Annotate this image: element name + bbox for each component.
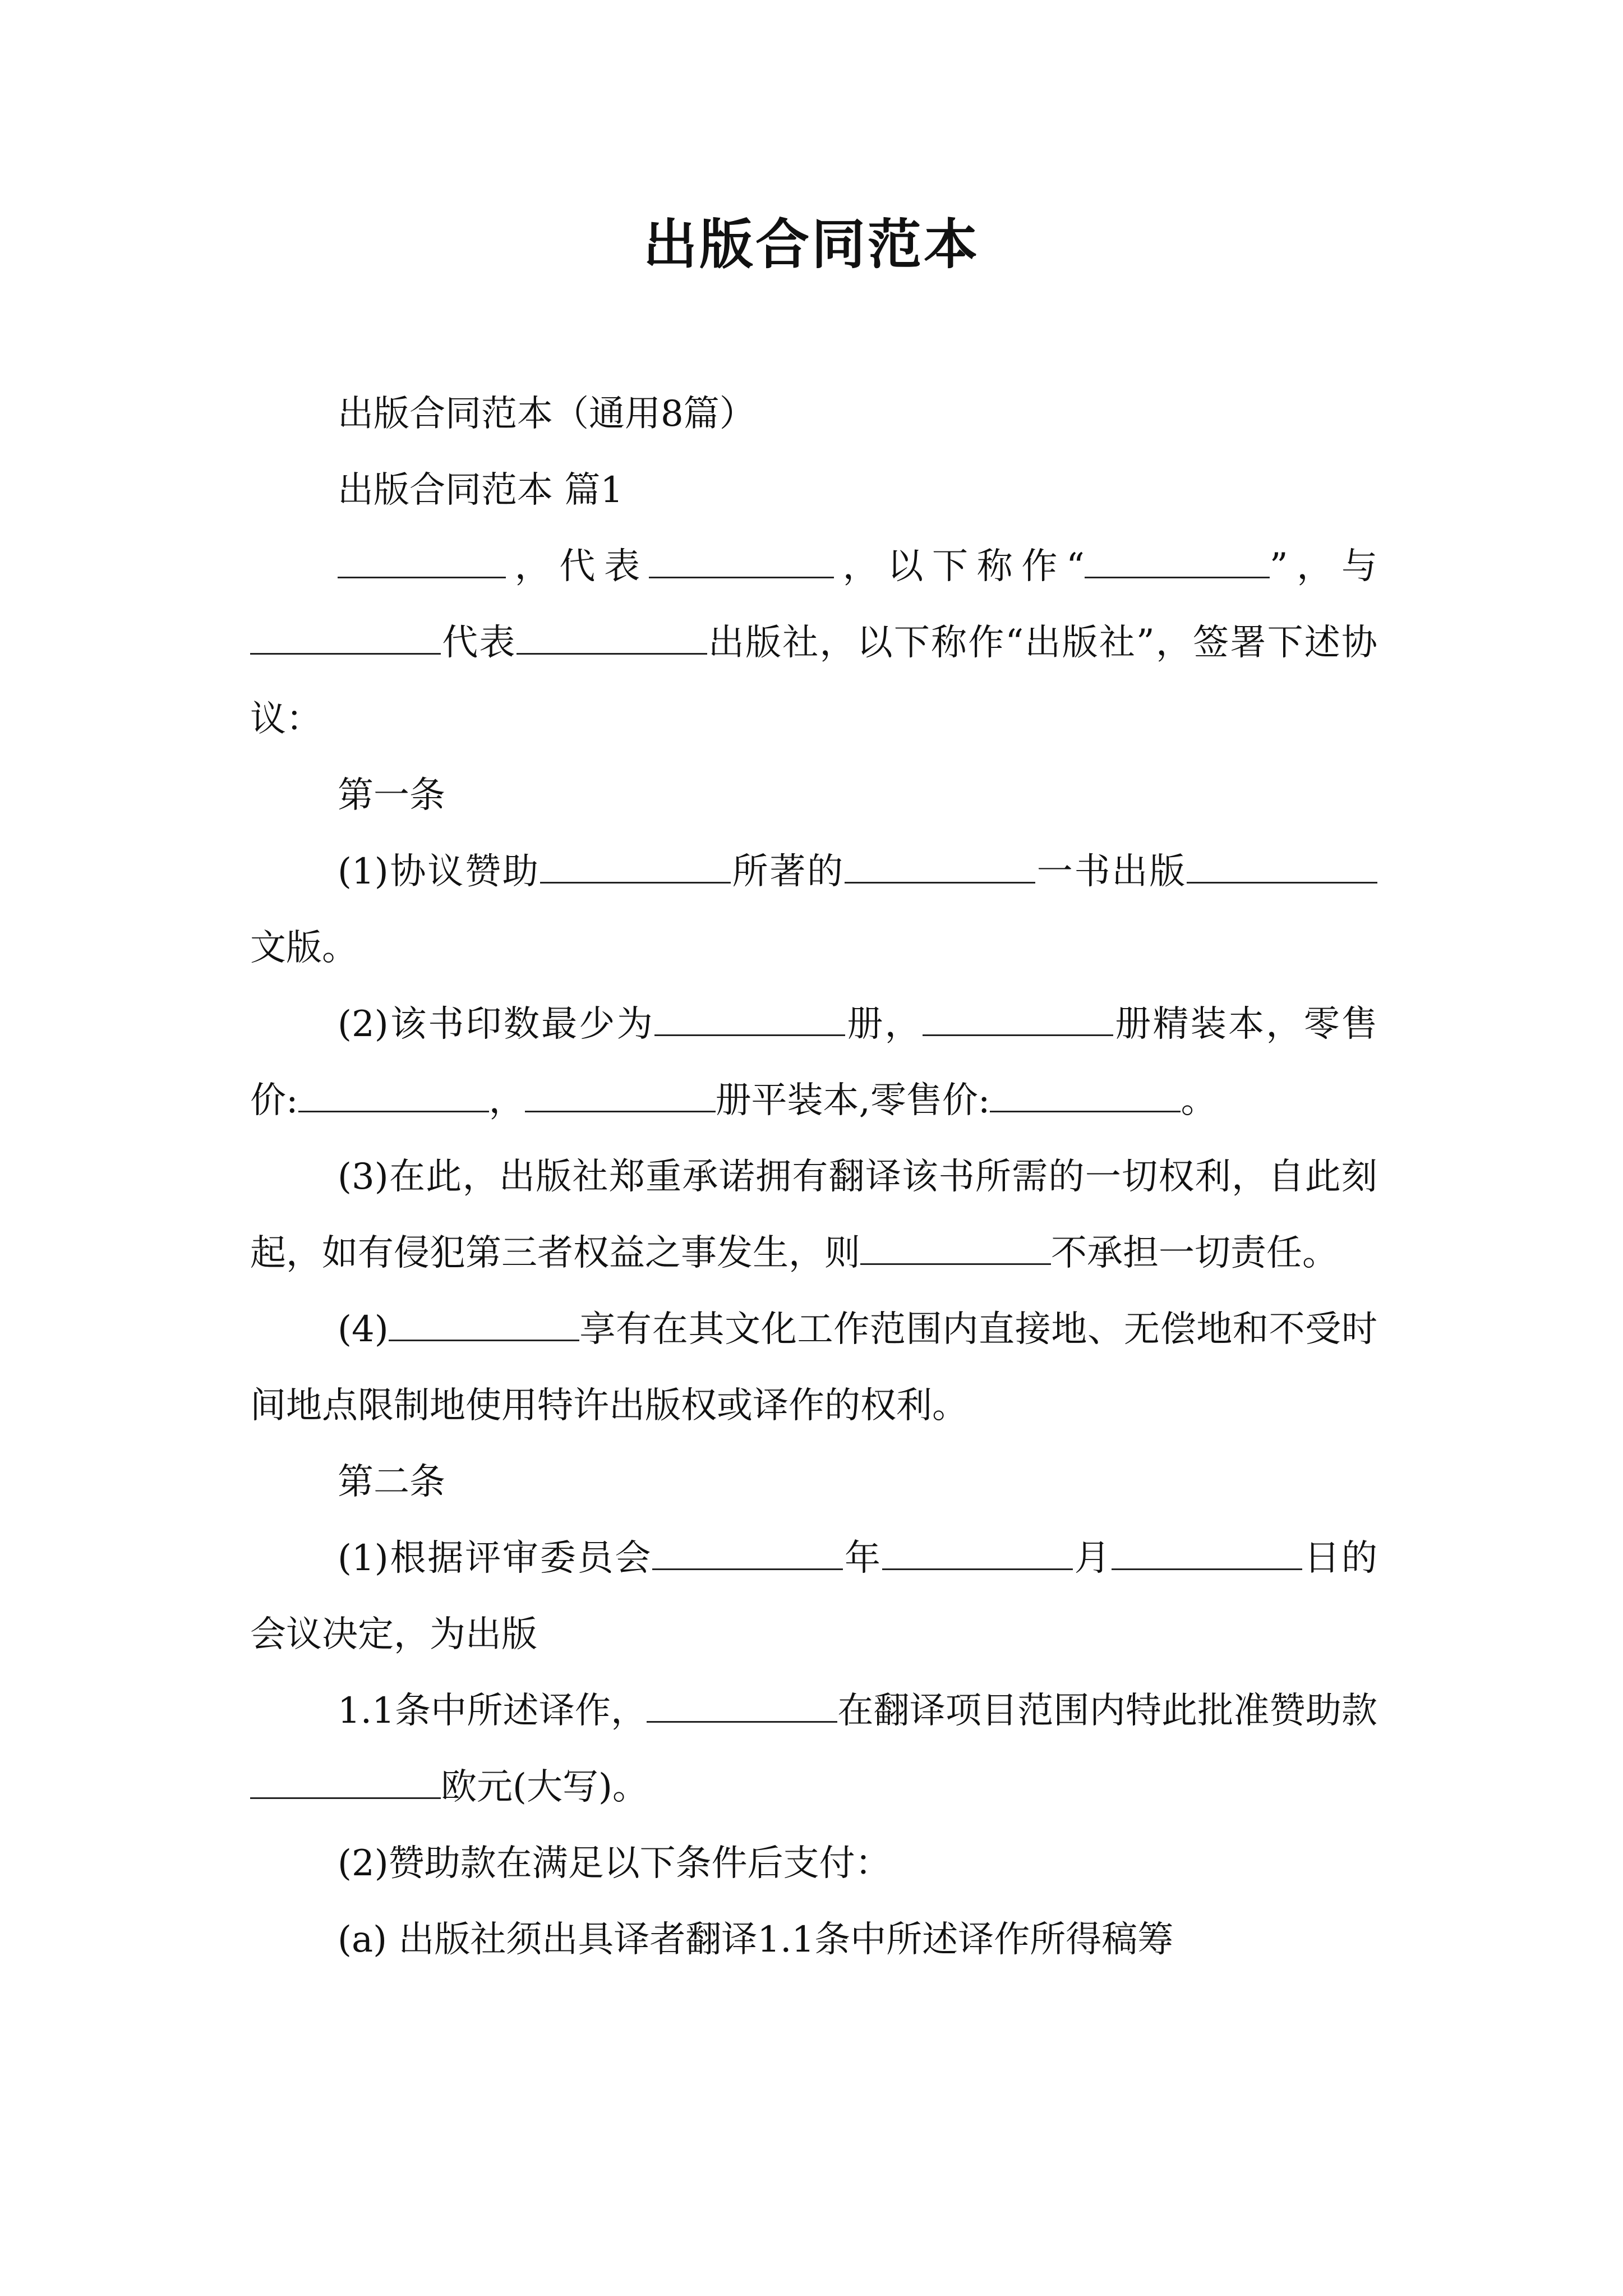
section-heading: 出版合同范本 篇1	[338, 470, 624, 511]
document-title: 出版合同范本	[643, 213, 980, 276]
article-2-clause-1-1: 1.1条中所述译作， 在翻译项目范围内特此批准赞助款欧元(大写)。	[250, 1673, 1377, 1825]
blank-line	[860, 1234, 1051, 1265]
blank-line	[338, 547, 506, 578]
article-2-clause-1: (1)根据评审委员会 年 月 日的会议决定，为出版	[250, 1538, 1378, 1655]
blank-line	[525, 1082, 716, 1112]
blank-line	[649, 547, 834, 578]
blank-line	[540, 853, 731, 884]
blank-line	[517, 624, 707, 655]
blank-line	[250, 624, 441, 655]
blank-line	[389, 1310, 579, 1341]
blank-line	[923, 1005, 1113, 1036]
blank-line	[1112, 1539, 1302, 1570]
article-2-heading: 第二条	[338, 1461, 445, 1503]
article-1-clause-4: (4) 享有在其文化工作范围内直接地、无偿地和不受时间地点限制地使用特许出版权或译作的权利。	[250, 1309, 1377, 1427]
blank-line	[654, 1005, 845, 1036]
article-1-clause-1: (1)协议赞助 所著的 一书出版文版。	[250, 834, 1377, 986]
article-1-clause-3: (3)在此，出版社郑重承诺拥有翻译该书所需的一切权利，自此刻起，如有侵犯第三者权益之事发生，则 不承担一切责任。	[250, 1156, 1377, 1274]
blank-line	[845, 853, 1035, 884]
blank-line	[647, 1692, 837, 1723]
blank-line	[1187, 853, 1377, 884]
article-2-clause-2: (2)赞助款在满足以下条件后支付：	[338, 1843, 891, 1884]
blank-line	[250, 1768, 441, 1799]
blank-line	[652, 1539, 843, 1570]
article-2-clause-a: (a) 出版社须出具译者翻译1.1条中所述译作所得稿筹	[338, 1919, 1174, 1961]
blank-line	[1085, 547, 1270, 578]
article-1-heading: 第一条	[338, 775, 445, 816]
article-1-clause-2: (2)该书印数最少为 册， 册精装本，零售价: ， 册平装本,零售价: 。	[250, 1004, 1377, 1121]
blank-line	[990, 1082, 1181, 1112]
paragraph-parties: ，代表 ，以下称作“ ”，与代表 出版社，以下称作“出版社”，签署下述协议：	[250, 546, 1378, 740]
subtitle: 出版合同范本（通用8篇）	[338, 393, 755, 435]
blank-line	[882, 1539, 1073, 1570]
document-body	[250, 376, 1377, 1978]
blank-line	[298, 1082, 489, 1112]
